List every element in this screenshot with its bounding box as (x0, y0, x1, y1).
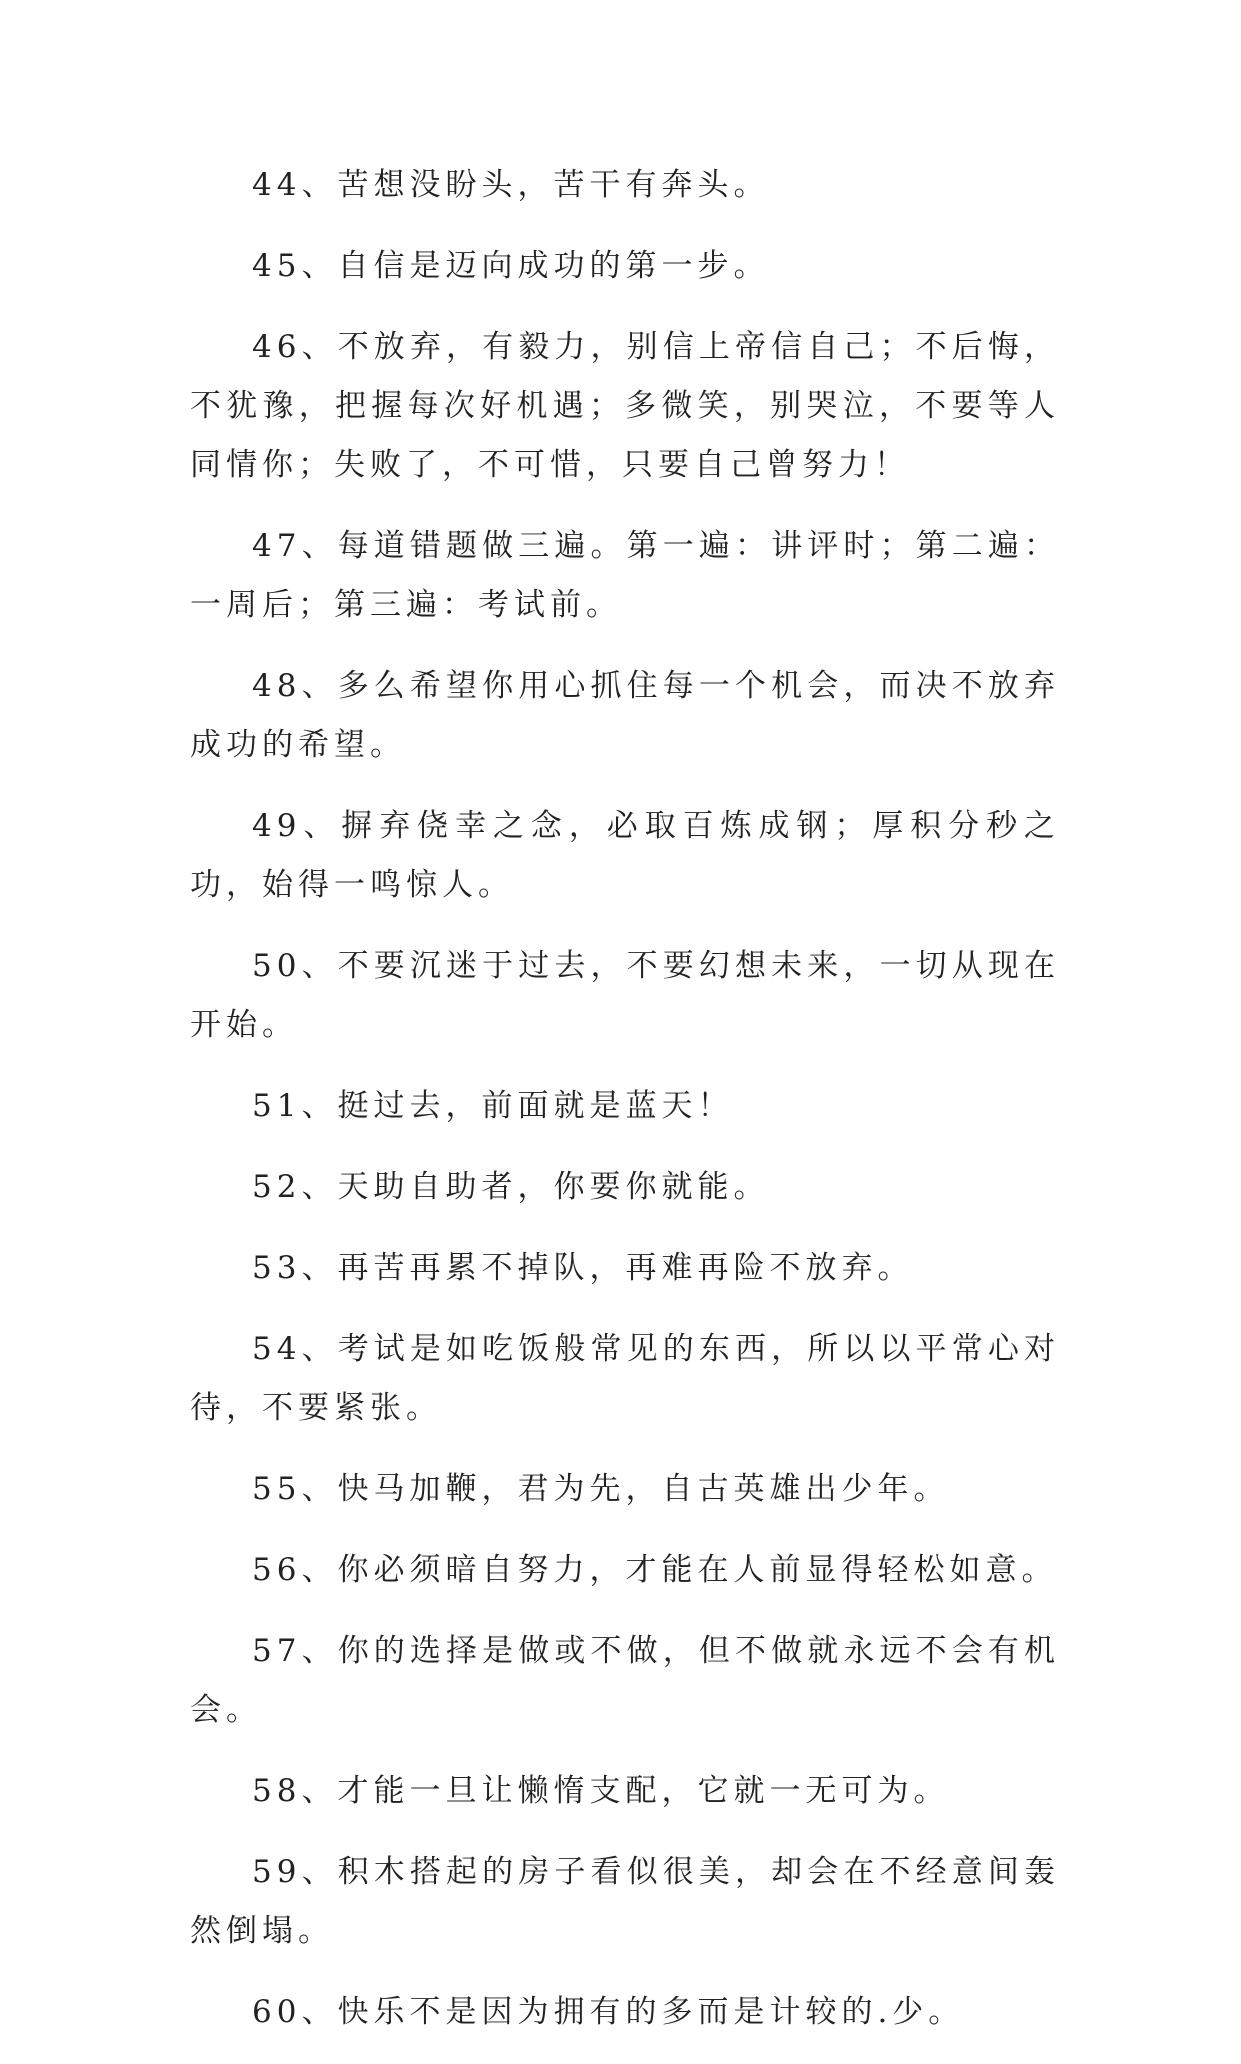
paragraph-51: 51、挺过去，前面就是蓝天！ (252, 1088, 734, 1124)
paragraph-46: 46、不放弃，有毅力，别信上帝信自己；不后悔，不犹豫，把握每次好机遇；多微笑，别哭泣，不要等人同情你；失败了，不可惜，只要自己曾努力！ (190, 329, 1060, 483)
paragraph-47: 47、每道错题做三遍。第一遍：讲评时；第二遍：一周后；第三遍：考试前。 (190, 528, 1060, 623)
paragraph-49: 49、摒弃侥幸之念，必取百炼成钢；厚积分秒之功，始得一鸣惊人。 (190, 808, 1060, 903)
paragraph-54: 54、考试是如吃饭般常见的东西，所以以平常心对待，不要紧张。 (190, 1331, 1060, 1426)
paragraph-59: 59、积木搭起的房子看似很美，却会在不经意间轰然倒塌。 (190, 1854, 1060, 1949)
paragraph-57: 57、你的选择是做或不做，但不做就永远不会有机会。 (190, 1633, 1060, 1728)
paragraph-44: 44、苦想没盼头，苦干有奔头。 (252, 167, 770, 203)
paragraph-60: 60、快乐不是因为拥有的多而是计较的.少。 (252, 1994, 965, 2030)
paragraph-52: 52、天助自助者，你要你就能。 (252, 1169, 770, 1205)
paragraph-50: 50、不要沉迷于过去，不要幻想未来，一切从现在开始。 (190, 948, 1060, 1043)
paragraph-48: 48、多么希望你用心抓住每一个机会，而决不放弃成功的希望。 (190, 668, 1060, 763)
paragraph-56: 56、你必须暗自努力，才能在人前显得轻松如意。 (252, 1552, 1058, 1588)
paragraph-45: 45、自信是迈向成功的第一步。 (252, 248, 770, 284)
paragraph-53: 53、再苦再累不掉队，再难再险不放弃。 (252, 1250, 914, 1286)
document-body (190, 156, 1060, 2064)
paragraph-55: 55、快马加鞭，君为先，自古英雄出少年。 (252, 1471, 950, 1507)
paragraph-58: 58、才能一旦让懒惰支配，它就一无可为。 (252, 1773, 950, 1809)
